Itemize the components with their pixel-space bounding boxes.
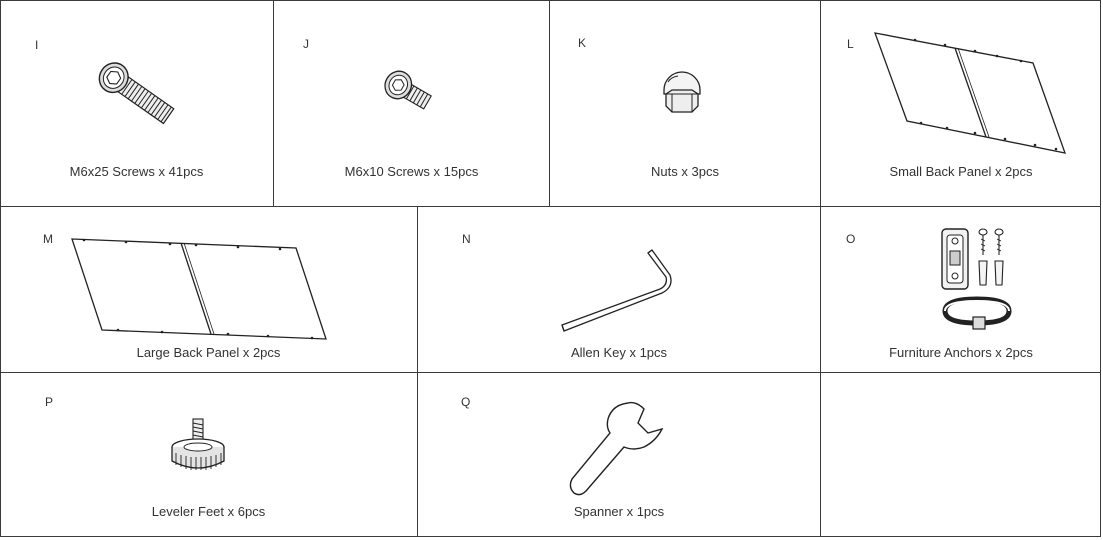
spanner-icon — [564, 399, 672, 499]
part-letter-j: J — [303, 37, 309, 51]
part-letter-m: M — [43, 232, 53, 246]
part-cell-o — [821, 207, 1101, 372]
part-label-i: M6x25 Screws x 41pcs — [69, 164, 204, 179]
furniture-anchor-icon — [939, 225, 1017, 343]
part-cell-i — [0, 0, 274, 207]
part-label-k: Nuts x 3pcs — [651, 164, 719, 179]
screw-long-icon — [95, 58, 185, 133]
part-cell-n — [418, 207, 821, 372]
part-letter-p: P — [45, 395, 54, 409]
part-label-l: Small Back Panel x 2pcs — [889, 164, 1033, 179]
part-letter-i: I — [35, 38, 39, 52]
empty-cell — [821, 373, 1101, 537]
small-back-panel-icon — [871, 30, 1071, 160]
part-label-n: Allen Key x 1pcs — [570, 345, 668, 360]
part-cell-p — [0, 373, 418, 537]
part-letter-k: K — [578, 36, 587, 50]
screw-short-icon — [382, 68, 442, 120]
part-label-m: Large Back Panel x 2pcs — [136, 345, 281, 360]
part-cell-j — [274, 0, 550, 207]
part-cell-l — [821, 0, 1101, 207]
parts-row-2 — [0, 207, 1101, 372]
part-cell-m — [0, 207, 418, 372]
leveler-foot-icon — [168, 417, 228, 479]
part-letter-n: N — [462, 232, 471, 246]
part-label-o: Furniture Anchors x 2pcs — [889, 345, 1033, 360]
part-letter-o: O — [846, 232, 856, 246]
cap-nut-icon — [658, 68, 706, 116]
parts-row-3 — [0, 373, 1101, 537]
part-label-q: Spanner x 1pcs — [573, 504, 665, 519]
part-label-j: M6x10 Screws x 15pcs — [344, 164, 479, 179]
parts-row-1 — [0, 0, 1101, 207]
part-cell-q — [418, 373, 821, 537]
part-letter-l: L — [847, 37, 854, 51]
part-letter-q: Q — [461, 395, 471, 409]
large-back-panel-icon — [68, 235, 330, 343]
part-label-p: Leveler Feet x 6pcs — [151, 504, 266, 519]
part-cell-k — [550, 0, 821, 207]
allen-key-icon — [556, 245, 676, 335]
